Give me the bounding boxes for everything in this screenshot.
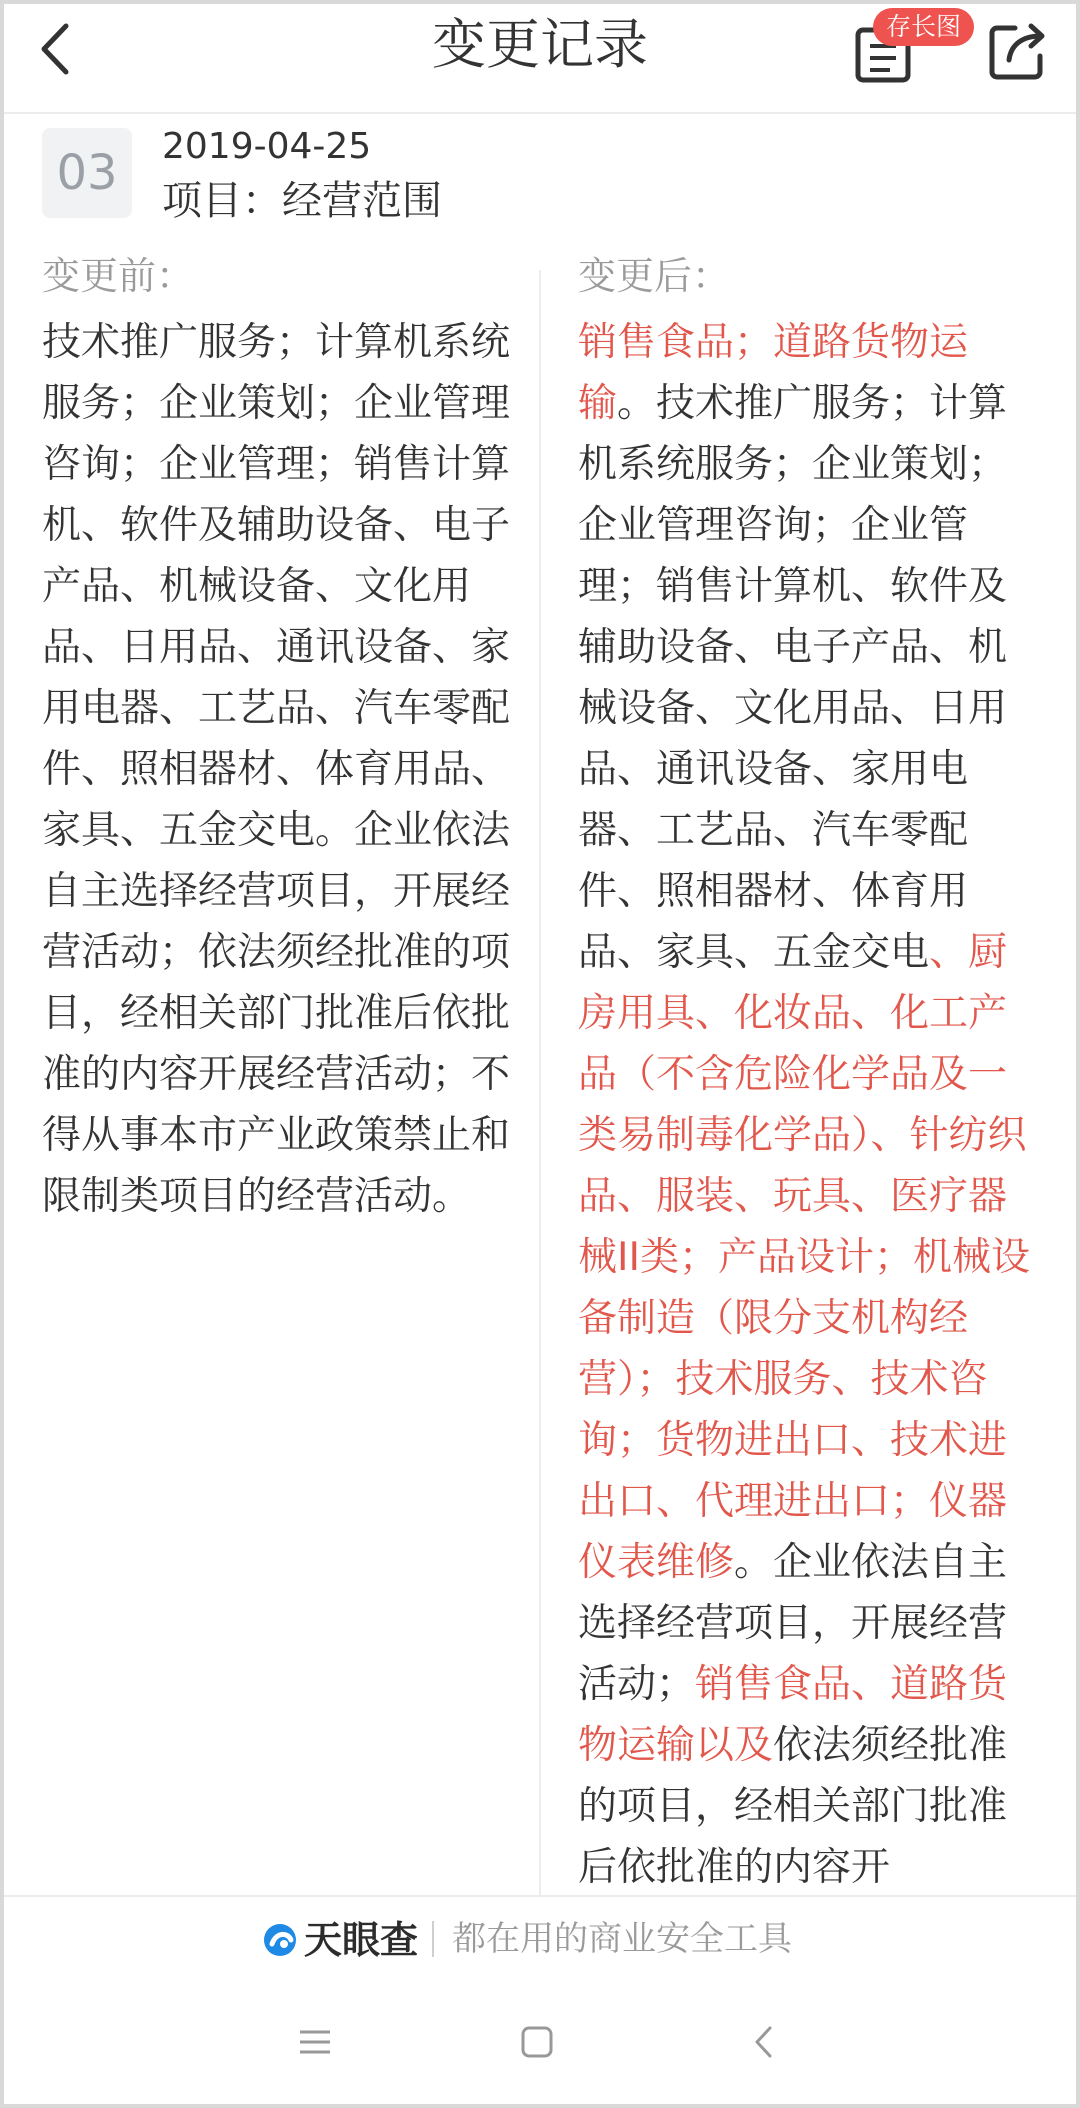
- before-label: 变更前：: [42, 254, 195, 298]
- record-date: 2019-04-25: [162, 126, 372, 167]
- before-text: 技术推广服务；计算机系统服务；企业策划；企业管理咨询；企业管理；销售计算机、软件及辅助设备、电子产品、机械设备、文化用品、日用品、通讯设备、家用电器、工艺品、汽车零配件、照相器材、体育用品、家具、五金交电。企业依法自主选择经营项目，开展经营活动；依法须经批准的项目，经相关部门批准后依批准的内容开展经营活动；不得从事本市产业政策禁止和限制类项目的经营活动。: [42, 320, 511, 1219]
- brand-name: 天眼查: [304, 1918, 419, 1962]
- column-divider: [539, 270, 541, 1895]
- after-label: 变更后：: [578, 254, 731, 298]
- brand-separator: [432, 1921, 434, 1957]
- after-segment: 依法须经批准的项目，经相关部门批准后依批准的内容开: [578, 1723, 1008, 1890]
- record-number: 03: [42, 128, 132, 218]
- square-icon: [512, 2017, 562, 2067]
- nav-back-button[interactable]: [740, 2017, 790, 2067]
- nav-menu-button[interactable]: [290, 2017, 340, 2067]
- after-text: [578, 312, 1040, 1892]
- header-bar: [0, 0, 1080, 114]
- brand-slogan: 都在用的商业安全工具: [452, 1919, 792, 1959]
- brand-bar: [0, 1895, 1080, 1983]
- record-item: 项目：经营范围: [162, 178, 442, 224]
- after-segment-added: 销售食品、道路货物运输以及: [578, 1662, 1008, 1768]
- chevron-left-icon: [740, 2017, 790, 2067]
- after-segment: 。技术推广服务；计算机系统服务；企业策划；企业管理咨询；企业管理；销售计算机、软件及辅助设备、电子产品、机械设备、文化用品、日用品、通讯设备、家用电器、工艺品、汽车零配件、照相器材、体育用品、家具、五金交电: [578, 381, 1008, 975]
- page-title: 变更记录: [432, 13, 648, 76]
- share-button[interactable]: [985, 18, 1051, 84]
- brand-logo: [262, 1915, 418, 1965]
- nav-home-button[interactable]: [512, 2017, 562, 2067]
- after-segment-added: 、厨房用具、化妆品、化工产品（不含危险化学品及一类易制毒化学品）、针纺织品、服装、玩具、医疗器械II类；产品设计；机械设备制造（限分支机构经营）；技术服务、技术咨询；货物进出口、技术进出口、代理进出口；仪器仪表维修: [578, 930, 1031, 1585]
- after-segment-added: 销售食品；道路货物运输: [578, 320, 969, 426]
- share-icon: [985, 18, 1051, 84]
- tianyancha-logo-icon: [262, 1922, 298, 1958]
- menu-icon: [290, 2017, 340, 2067]
- system-nav-bar: [0, 1980, 1080, 2104]
- after-segment: 。企业依法自主选择经营项目，开展经营活动；: [578, 1540, 1008, 1707]
- save-long-image-badge[interactable]: 存长图: [873, 8, 974, 46]
